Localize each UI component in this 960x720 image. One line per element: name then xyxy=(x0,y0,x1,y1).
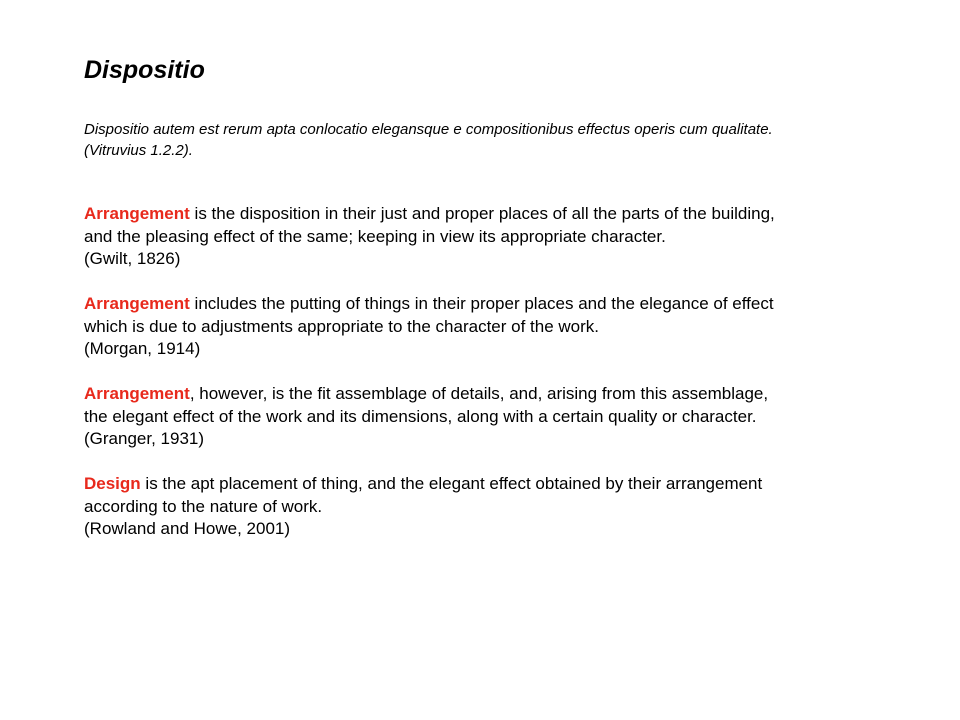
definition-text: includes the putting of things in their proper places and the elegance of effect xyxy=(189,294,774,313)
definition-line: and the pleasing effect of the same; keeping in view its appropriate character. xyxy=(84,226,666,246)
definition-line xyxy=(84,293,904,316)
latin-quote xyxy=(84,119,904,161)
definition-line: which is due to adjustments appropriate to the character of the work. xyxy=(84,316,599,336)
definition-term: Design xyxy=(84,474,141,493)
definition-line xyxy=(84,473,904,496)
definition-term: Arrangement xyxy=(84,294,190,313)
definition-granger xyxy=(84,383,904,451)
definition-morgan xyxy=(84,293,904,361)
definition-source: (Gwilt, 1826) xyxy=(84,249,181,268)
definition-text: is the apt placement of thing, and the elegant effect obtained by their arrangement xyxy=(140,474,763,493)
definition-gwilt xyxy=(84,203,904,271)
definition-source: (Granger, 1931) xyxy=(84,429,205,448)
definition-term: Arrangement xyxy=(84,204,190,223)
definition-term: Arrangement xyxy=(84,384,190,403)
definition-line: the elegant effect of the work and its dimensions, along with a certain quality or character. xyxy=(84,406,757,426)
definition-line: according to the nature of work. xyxy=(84,496,323,516)
definition-text: , however, is the fit assemblage of details, and, arising from this assemblage, xyxy=(189,384,769,403)
definition-line xyxy=(84,383,904,406)
latin-quote-citation: (Vitruvius 1.2.2). xyxy=(84,142,193,159)
definition-source: (Rowland and Howe, 2001) xyxy=(84,519,291,538)
definitions-list xyxy=(84,203,904,563)
latin-quote-text: Dispositio autem est rerum apta conlocatio elegansque e compositionibus effectus operis cum qualitate. xyxy=(84,121,773,138)
definition-text: is the disposition in their just and proper places of all the parts of the building, xyxy=(189,204,775,223)
definition-line xyxy=(84,203,904,226)
page-title: Dispositio xyxy=(84,56,205,84)
definition-source: (Morgan, 1914) xyxy=(84,339,201,358)
definition-rowland-howe xyxy=(84,473,904,541)
